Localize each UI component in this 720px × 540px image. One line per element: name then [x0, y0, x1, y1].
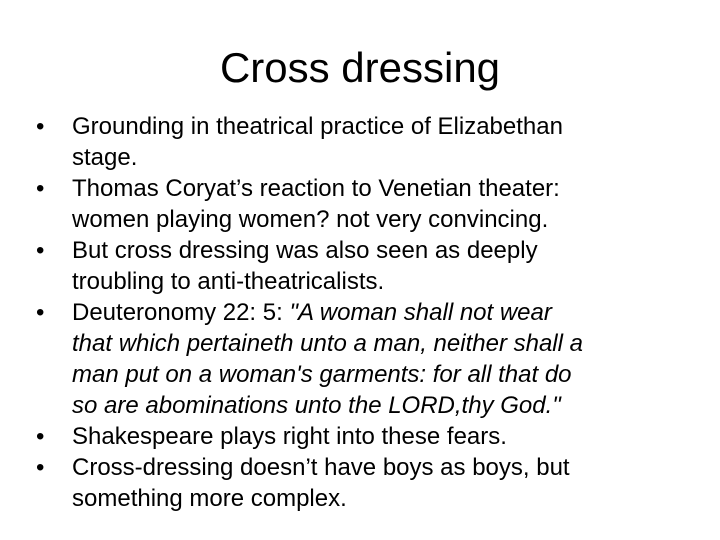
- scripture-quote-line: so are abominations unto the LORD,thy God.": [72, 392, 561, 419]
- bullet-item: [36, 111, 686, 173]
- bullet-line: women playing women? not very convincing.: [72, 206, 549, 233]
- bullet-line: something more complex.: [72, 485, 347, 512]
- scripture-quote-line: man put on a woman's garments: for all that do: [72, 361, 572, 388]
- bullet-line: Cross-dressing doesn’t have boys as boys, but: [72, 454, 570, 481]
- bullet-line: Thomas Coryat’s reaction to Venetian theater:: [72, 175, 560, 202]
- bullet-icon: •: [36, 454, 45, 481]
- bullet-item: [36, 421, 686, 452]
- bullet-icon: •: [36, 299, 45, 326]
- bullet-list: [36, 111, 686, 514]
- bullet-line: Shakespeare plays right into these fears.: [72, 423, 507, 450]
- bullet-item: [36, 452, 686, 514]
- bullet-line: Grounding in theatrical practice of Elizabethan: [72, 113, 563, 140]
- bullet-line: troubling to anti-theatricalists.: [72, 268, 385, 295]
- scripture-quote-line: "A woman shall not wear: [289, 299, 552, 326]
- bullet-item: [36, 235, 686, 297]
- bullet-lead: Deuteronomy 22: 5:: [72, 299, 290, 326]
- bullet-icon: •: [36, 113, 45, 140]
- bullet-line: But cross dressing was also seen as deeply: [72, 237, 538, 264]
- bullet-icon: •: [36, 423, 45, 450]
- bullet-item: [36, 173, 686, 235]
- bullet-icon: •: [36, 237, 45, 264]
- bullet-line: stage.: [72, 144, 138, 171]
- bullet-item: [36, 297, 686, 421]
- bullet-icon: •: [36, 175, 45, 202]
- slide-title: Cross dressing: [219, 44, 501, 91]
- scripture-quote-line: that which pertaineth unto a man, neither shall a: [72, 330, 583, 357]
